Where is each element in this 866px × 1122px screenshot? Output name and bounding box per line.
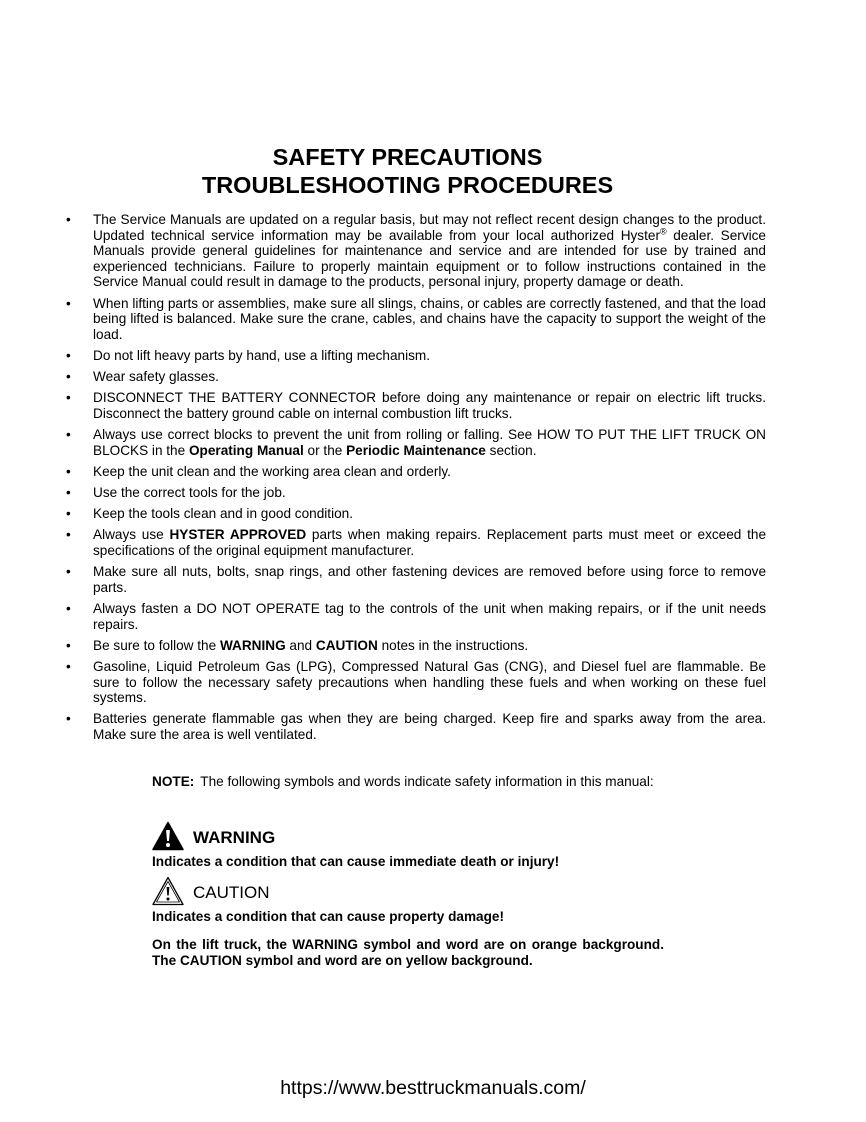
warning-description: Indicates a condition that can cause immediate death or injury! xyxy=(152,854,560,869)
bullet-text: Keep the tools clean and in good condition. xyxy=(93,506,353,522)
warning-triangle-icon xyxy=(152,821,193,856)
caution-block xyxy=(152,877,672,925)
safety-bullet-item xyxy=(66,212,766,290)
safety-bullet-item xyxy=(66,348,766,364)
bullet-marker: • xyxy=(66,212,71,227)
bullet-marker: • xyxy=(66,369,71,385)
caution-triangle-icon xyxy=(152,876,193,911)
bullet-bold-text: Periodic Maintenance xyxy=(346,442,486,458)
safety-bullet-item xyxy=(66,659,766,706)
safety-bullet-item xyxy=(66,564,766,595)
safety-bullet-item xyxy=(66,296,766,343)
safety-bullet-item xyxy=(66,601,766,632)
bullet-marker: • xyxy=(66,427,71,443)
bullet-marker: • xyxy=(66,390,71,406)
bullet-text: DISCONNECT THE BATTERY CONNECTOR before doing any maintenance or repair on electric lift trucks. Disconnect the battery ground cable on internal combustion lift trucks. xyxy=(93,390,766,421)
bullet-text: Keep the unit clean and the working area clean and orderly. xyxy=(93,463,451,479)
note-paragraph xyxy=(152,774,672,790)
safety-bullet-item xyxy=(66,369,766,385)
bullet-text: Always fasten a DO NOT OPERATE tag to the controls of the unit when making repairs, or if the unit needs repairs. xyxy=(93,601,766,632)
safety-bullet-item xyxy=(66,506,766,522)
bullet-text: Wear safety glasses. xyxy=(93,369,219,385)
note-label: NOTE: xyxy=(152,774,195,789)
note-text: The following symbols and words indicate safety information in this manual: xyxy=(200,774,654,789)
bullet-marker: • xyxy=(66,527,71,543)
registered-mark: ® xyxy=(659,226,667,237)
bullet-marker: • xyxy=(66,295,71,311)
bullet-text: and xyxy=(285,637,316,653)
warning-word: WARNING xyxy=(193,828,276,847)
bullet-text: section. xyxy=(485,442,537,458)
bullet-text: Batteries generate flammable gas when they are being charged. Keep fire and sparks away from the area. Make sure the area is well ventilated. xyxy=(93,711,766,742)
safety-bullet-item xyxy=(66,711,766,742)
bullet-text: or the xyxy=(303,442,347,458)
bullet-marker: • xyxy=(66,564,71,580)
bullet-marker: • xyxy=(66,658,71,674)
bullet-bold-text: HYSTER APPROVED xyxy=(169,527,307,543)
background-color-note: On the lift truck, the WARNING symbol and word are on orange background. The CAUTION symbol and word are on yellow background. xyxy=(152,937,664,968)
bullet-bold-text: WARNING xyxy=(219,637,286,653)
bullet-text: Be sure to follow the xyxy=(93,637,220,653)
safety-bullet-item xyxy=(66,485,766,501)
caution-description: Indicates a condition that can cause property damage! xyxy=(152,909,505,924)
page-subtitle: TROUBLESHOOTING PROCEDURES xyxy=(201,172,614,198)
caution-word: CAUTION xyxy=(193,883,270,902)
bullet-marker: • xyxy=(66,347,71,363)
safety-bullet-item xyxy=(66,527,766,558)
bullet-text: When lifting parts or assemblies, make sure all slings, chains, or cables are correctly fastened, and that the load being lifted is balanced. Make sure the crane, cables, and chains have the capacity to support the weight of the load. xyxy=(93,295,766,342)
bullet-text: dealer. Service Manuals provide general guidelines for maintenance and service and are intended for use by trained and experienced technicians. Failure to properly maintain equipment or to follow instructions contained in the Service Manual could result in damage to the products, personal injury, property damage or death. xyxy=(93,227,766,290)
safety-precautions-list xyxy=(66,212,766,748)
bullet-text: notes in the instructions. xyxy=(377,637,529,653)
bullet-marker: • xyxy=(66,637,71,653)
bullet-bold-text: Operating Manual xyxy=(188,442,304,458)
bullet-text: Always use correct blocks to prevent the unit from rolling or falling. See HOW TO PUT THE LIFT TRUCK ON BLOCKS in the xyxy=(93,427,766,458)
bullet-text: Gasoline, Liquid Petroleum Gas (LPG), Compressed Natural Gas (CNG), and Diesel fuel are flammable. Be sure to follow the necessary safety precautions when handling these fuels and when working on these fuel systems. xyxy=(93,658,766,706)
bullet-marker: • xyxy=(66,485,71,501)
safety-bullet-item xyxy=(66,390,766,421)
bullet-marker: • xyxy=(66,711,71,727)
bullet-text: Make sure all nuts, bolts, snap rings, and other fastening devices are removed before using force to remove parts. xyxy=(93,564,766,595)
warning-block xyxy=(152,822,672,870)
bullet-marker: • xyxy=(66,601,71,616)
bullet-text: parts when making repairs. Replacement parts must meet or exceed the specifications of the original equipment manufacturer. xyxy=(93,527,766,559)
bullet-text: Always use xyxy=(93,527,170,543)
footer-url[interactable]: https://www.besttruckmanuals.com/ xyxy=(280,1077,586,1099)
bullet-bold-text: CAUTION xyxy=(315,637,378,653)
bullet-text: Do not lift heavy parts by hand, use a lifting mechanism. xyxy=(93,347,430,363)
bullet-marker: • xyxy=(66,463,71,479)
page-title: SAFETY PRECAUTIONS xyxy=(272,144,543,170)
bullet-text: The Service Manuals are updated on a regular basis, but may not reflect recent design changes to the product. Updated technical service information may be available from your local authorized Hyster xyxy=(93,212,766,243)
bullet-marker: • xyxy=(66,506,71,522)
safety-bullet-item xyxy=(66,638,766,654)
bullet-text: Use the correct tools for the job. xyxy=(93,485,286,501)
safety-bullet-item xyxy=(66,427,766,458)
safety-bullet-item xyxy=(66,464,766,480)
